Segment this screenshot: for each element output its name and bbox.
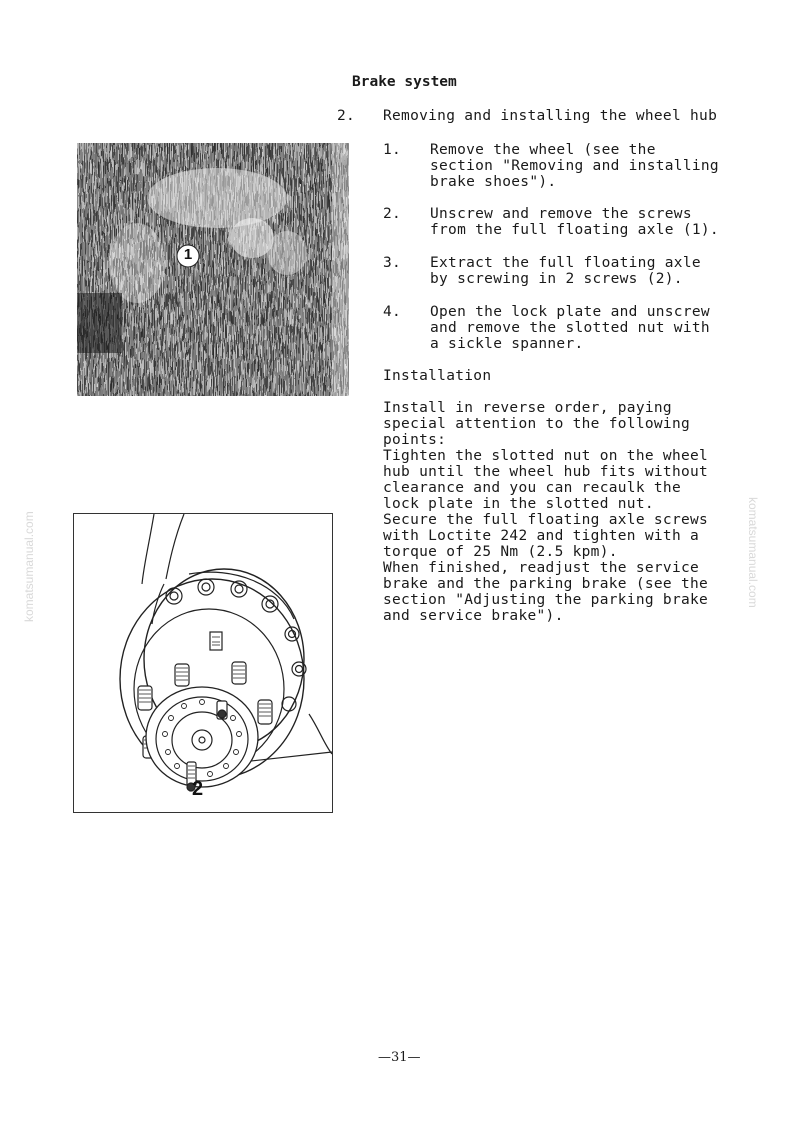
step-line: from the full floating axle (1).: [430, 222, 719, 238]
step-line: a sickle spanner.: [430, 336, 584, 352]
watermark-left: komatsumanual.com: [22, 511, 36, 622]
step-line: Extract the full floating axle: [430, 255, 701, 271]
installation-line: brake and the parking brake (see the: [383, 576, 709, 592]
installation-line: with Loctite 242 and tighten with a: [383, 528, 700, 544]
installation-body: [383, 400, 753, 624]
step-line: brake shoes").: [430, 174, 557, 190]
step-line: Unscrew and remove the screws: [430, 206, 692, 222]
installation-line: and service brake").: [383, 608, 564, 624]
step-line: Open the lock plate and unscrew: [430, 304, 710, 320]
installation-heading: Installation: [383, 368, 492, 384]
step-line: and remove the slotted nut with: [430, 320, 710, 336]
wheel-hub-photo: [77, 143, 349, 396]
step-number: 2.: [383, 206, 402, 222]
watermark-right: komatsumanual.com: [746, 497, 760, 608]
step-line: Remove the wheel (see the: [430, 142, 656, 158]
section-title: Removing and installing the wheel hub: [383, 108, 718, 124]
step-line: section "Removing and installing: [430, 158, 719, 174]
callout-1: 1: [183, 246, 193, 263]
section-number: 2.: [337, 108, 356, 124]
installation-line: points:: [383, 432, 447, 448]
step-text: [430, 206, 719, 238]
page-number: —31—: [378, 1050, 421, 1065]
installation-line: special attention to the following: [383, 416, 691, 432]
installation-line: clearance and you can recaulk the: [383, 480, 681, 496]
installation-line: section "Adjusting the parking brake: [383, 592, 709, 608]
installation-line: lock plate in the slotted nut.: [383, 496, 654, 512]
installation-line: When finished, readjust the service: [383, 560, 700, 576]
installation-line: Install in reverse order, paying: [383, 400, 672, 416]
installation-line: Secure the full floating axle screws: [383, 512, 709, 528]
step-text: [430, 304, 710, 352]
installation-line: torque of 25 Nm (2.5 kpm).: [383, 544, 618, 560]
wheel-hub-diagram: [73, 513, 333, 813]
step-number: 3.: [383, 255, 402, 271]
step-line: by screwing in 2 screws (2).: [430, 271, 683, 287]
installation-line: Tighten the slotted nut on the wheel: [383, 448, 709, 464]
callout-2: 2: [192, 778, 204, 800]
page-title: Brake system: [352, 74, 457, 90]
step-text: [430, 142, 719, 190]
step-number: 1.: [383, 142, 402, 158]
step-text: [430, 255, 701, 287]
step-number: 4.: [383, 304, 402, 320]
installation-line: hub until the wheel hub fits without: [383, 464, 709, 480]
